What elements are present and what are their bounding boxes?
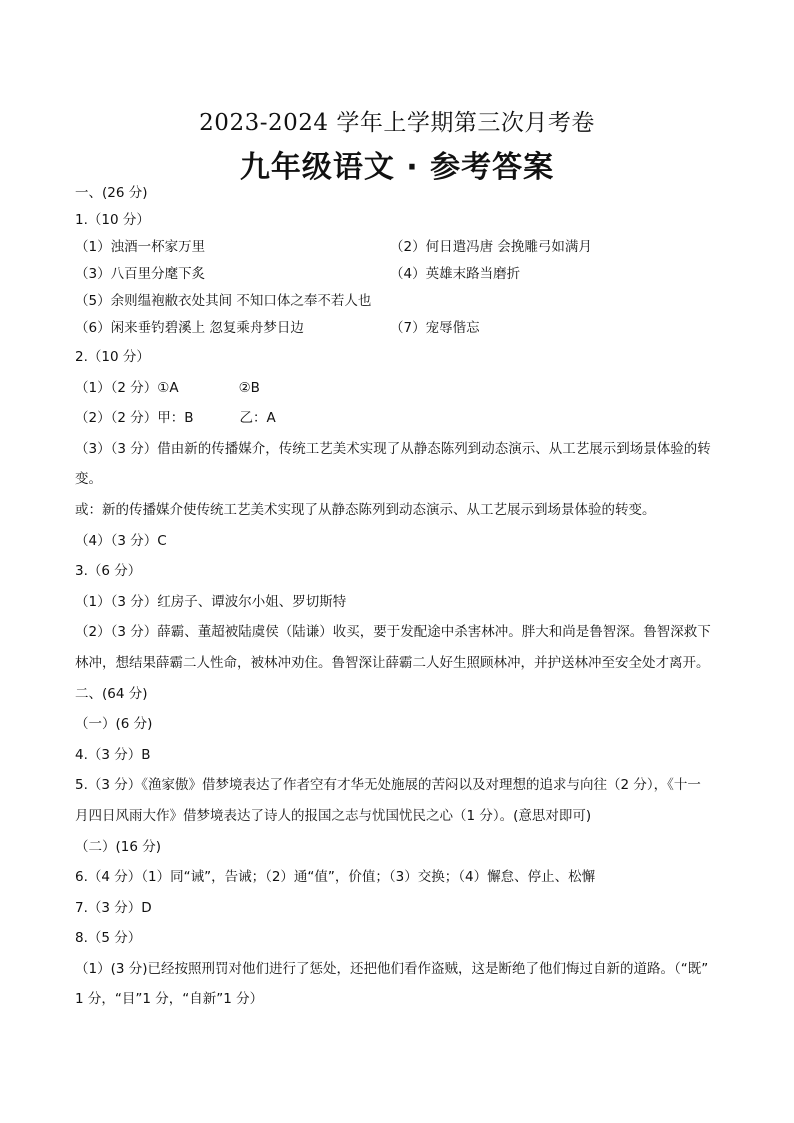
- question-label: 8.（5 分）: [75, 930, 142, 947]
- exam-title: 2023-2024 学年上学期第三次月考卷: [199, 110, 595, 136]
- answer-text: 6.（4 分）（1）同“诫”，告诫；（2）通“值”，价值；（3）交换；（4）懈怠、停止、松懈: [75, 869, 596, 886]
- answer-text: 变。: [75, 471, 102, 488]
- answer-text: （1）(3 分)已经按照刑罚对他们进行了惩处，还把他们看作盗贼，这是断绝了他们悔过自新的道路。（“既”: [75, 960, 709, 977]
- answer-text: 1 分，“目”1 分，“自新”1 分）: [75, 991, 264, 1008]
- answer-item: （1）浊酒一杯家万里: [75, 239, 206, 255]
- answer-item: ②B: [238, 379, 260, 396]
- answer-text: （3）（3 分）借由新的传播媒介，传统工艺美术实现了从静态陈列到动态演示、从工艺展示到场景体验的转: [75, 440, 711, 457]
- answer-row: [75, 288, 725, 315]
- answer-item: （5）余则缊袍敝衣处其间 不知口体之奉不若人也: [75, 293, 372, 309]
- answer-row: [75, 373, 725, 404]
- answer-text: 月四日风雨大作》借梦境表达了诗人的报国之志与忧国忧民之心（1 分）。(意思对即可): [75, 807, 592, 824]
- answer-text: 4.（3 分）B: [75, 746, 151, 763]
- answer-item: （6）闲来垂钓碧溪上 忽复乘舟梦日边: [75, 320, 304, 336]
- answer-row: [75, 315, 725, 342]
- answer-text: （1）（3 分）红房子、谭波尔小姐、罗切斯特: [75, 593, 347, 610]
- answer-text: （2）（3 分）薛霸、董超被陆虞侯（陆谦）收买，要于发配途中杀害林冲。胖大和尚是鲁智深。鲁智深救下: [75, 624, 711, 641]
- answer-item: （4）英雄末路当磨折: [390, 266, 521, 282]
- answer-key-title: 九年级语文 · 参考答案: [239, 150, 555, 185]
- answer-item: （2）何日遣冯唐 会挽雕弓如满月: [390, 239, 592, 255]
- answer-text: 林冲，想结果薛霸二人性命，被林冲劝住。鲁智深让薛霸二人好生照顾林冲，并护送林冲至安全处才离开。: [75, 654, 710, 671]
- section-heading: 一、(26 分): [75, 185, 148, 201]
- answer-text: （4）（3 分）C: [75, 532, 167, 549]
- answer-text: 或：新的传播媒介使传统工艺美术实现了从静态陈列到动态演示、从工艺展示到场景体验的转变。: [75, 501, 656, 518]
- part-heading: （一）(6 分): [75, 716, 153, 733]
- answer-content: [75, 180, 725, 1015]
- answer-text: 7.（3 分）D: [75, 899, 152, 916]
- answer-row: [75, 261, 725, 288]
- answer-item: 乙：A: [239, 410, 276, 427]
- answer-item: （1）（2 分）①A: [75, 379, 179, 396]
- question-label: 1.（10 分）: [75, 212, 150, 228]
- answer-text: 5.（3 分）《渔家傲》借梦境表达了作者空有才华无处施展的苦闷以及对理想的追求与向往（2 分），《十一: [75, 777, 701, 794]
- answer-item: （2）（2 分）甲：B: [75, 410, 194, 427]
- question-label: 2.（10 分）: [75, 349, 150, 365]
- question-label: 3.（6 分）: [75, 563, 142, 580]
- part-heading: （二）(16 分): [75, 838, 162, 855]
- answer-row: [75, 403, 725, 434]
- answer-item: （7）宠辱偕忘: [390, 320, 480, 336]
- answer-row: [75, 234, 725, 261]
- section-heading: 二、(64 分): [75, 685, 148, 702]
- answer-item: （3）八百里分麾下炙: [75, 266, 206, 282]
